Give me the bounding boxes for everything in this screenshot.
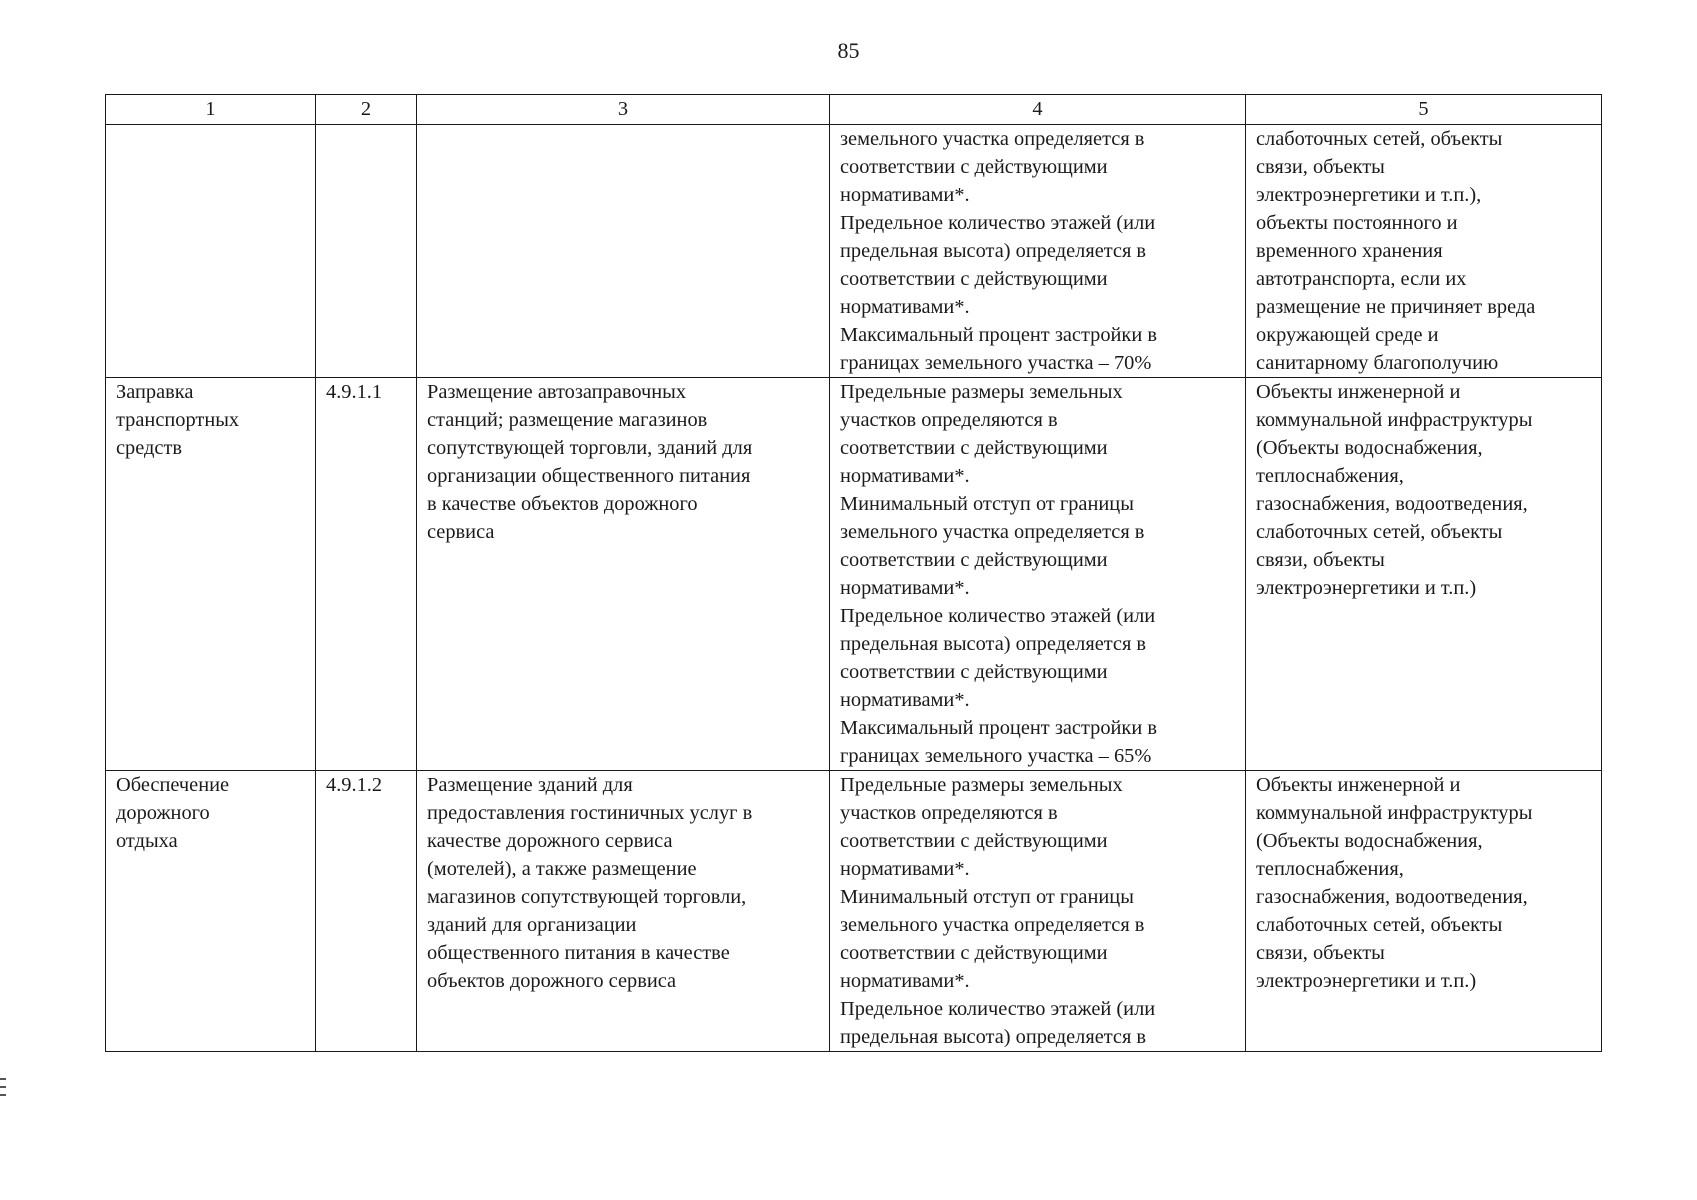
column-header-5: 5 — [1246, 95, 1602, 125]
use-code-cell — [316, 378, 417, 771]
land-use-table — [105, 94, 1602, 1052]
table-row — [106, 125, 1602, 378]
use-name: Обеспечение дорожного отдыха — [116, 774, 230, 852]
use-description-cell — [417, 125, 830, 378]
use-parameters-cell — [830, 771, 1246, 1052]
table-row — [106, 771, 1602, 1052]
use-name-cell — [106, 771, 316, 1052]
use-code: 4.9.1.2 — [326, 774, 383, 796]
scan-margin-mark — [0, 1078, 6, 1080]
use-parameters: Предельные размеры земельных участков определяются в соответствии с действующими нормативами*. Минимальный отступ от границы земельного участка определяется в соответствии с действующими нормативами*. Предельное количество этажей (или предельная высота) определяется в соответствии с действующими нормативами*. Максимальный процент застройки в границах земельного участка – 65% — [840, 381, 1157, 767]
use-code-cell — [316, 771, 417, 1052]
auxiliary-uses: Объекты инженерной и коммунальной инфраструктуры (Объекты водоснабжения, теплоснабжения, газоснабжения, водоотведения, слаботочных сетей, объекты связи, объекты электроэнергетики и т.п.) — [1256, 381, 1533, 599]
use-code: 4.9.1.1 — [326, 381, 383, 403]
column-header-3: 3 — [417, 95, 830, 125]
use-parameters-cell — [830, 125, 1246, 378]
column-header-2: 2 — [316, 95, 417, 125]
use-description: Размещение автозаправочных станций; размещение магазинов сопутствующей торговли, зданий для организации общественного питания в качестве объектов дорожного сервиса — [427, 381, 753, 543]
use-name: Заправка транспортных средств — [116, 381, 240, 459]
use-parameters-cell — [830, 378, 1246, 771]
auxiliary-uses-cell — [1246, 378, 1602, 771]
scan-margin-mark — [0, 1086, 6, 1088]
table-row — [106, 378, 1602, 771]
use-description: Размещение зданий для предоставления гостиничных услуг в качестве дорожного сервиса (мотелей), а также размещение магазинов сопутствующей торговли, зданий для организации общественного питания в качестве объектов дорожного сервиса — [427, 774, 753, 992]
use-description-cell — [417, 378, 830, 771]
use-parameters: земельного участка определяется в соответствии с действующими нормативами*. Предельное количество этажей (или предельная высота) определяется в соответствии с действующими нормативами*. Максимальный процент застройки в границах земельного участка – 70% — [840, 128, 1157, 374]
auxiliary-uses: Объекты инженерной и коммунальной инфраструктуры (Объекты водоснабжения, теплоснабжения, газоснабжения, водоотведения, слаботочных сетей, объекты связи, объекты электроэнергетики и т.п.) — [1256, 774, 1533, 992]
auxiliary-uses-cell — [1246, 771, 1602, 1052]
use-code-cell — [316, 125, 417, 378]
use-description-cell — [417, 771, 830, 1052]
use-name-cell — [106, 378, 316, 771]
table-header-row — [106, 95, 1602, 125]
use-parameters: Предельные размеры земельных участков определяются в соответствии с действующими нормативами*. Минимальный отступ от границы земельного участка определяется в соответствии с действующими нормативами*. Предельное количество этажей (или предельная высота) определяется в — [840, 774, 1156, 1048]
scan-margin-mark — [0, 1094, 6, 1096]
page-number: 85 — [837, 38, 860, 63]
auxiliary-uses: слаботочных сетей, объекты связи, объекты электроэнергетики и т.п.), объекты постоянного и временного хранения автотранспорта, если их размещение не причиняет вреда окружающей среде и санитарному благополучию — [1256, 128, 1536, 374]
column-header-1: 1 — [106, 95, 316, 125]
auxiliary-uses-cell — [1246, 125, 1602, 378]
column-header-4: 4 — [830, 95, 1246, 125]
use-name-cell — [106, 125, 316, 378]
